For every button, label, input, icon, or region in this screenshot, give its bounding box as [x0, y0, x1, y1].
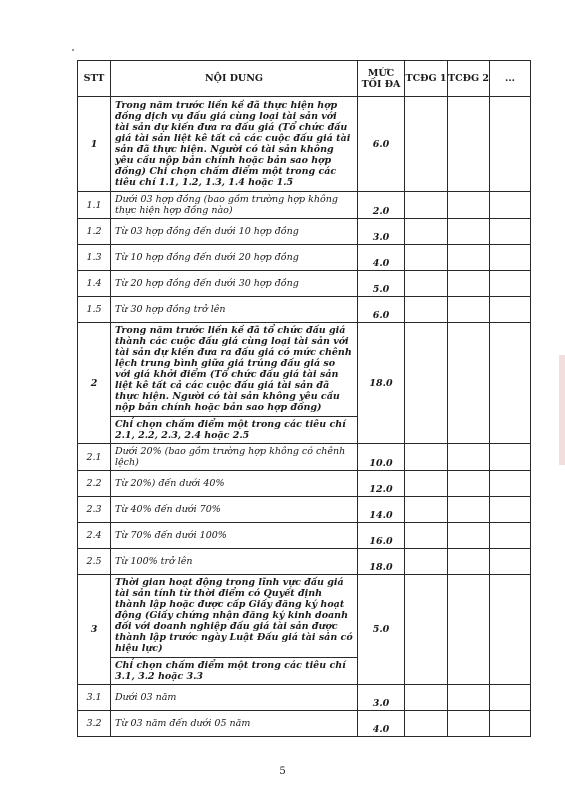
row-stt: 2.2: [78, 471, 111, 497]
row-content: Từ 30 hợp đồng trở lên: [111, 297, 358, 323]
criteria-2-cell: [448, 497, 490, 523]
row-stt: 1.2: [78, 219, 111, 245]
table-row: [78, 97, 531, 192]
row-content-text: Trong năm trước liền kề đã tổ chức đấu giá thành các cuộc đấu giá cùng loại tài sản với tài sản dự kiến đưa ra đấu giá có mức chênh lệch trung bình giữa giá trúng đấu giá so với giá khởi điểm (Tổ chức đấu giá tài sản liệt kê tất cả các cuộc đấu giá tài sản đã thực hiện. Người có tài sản không yêu cầu nộp bản chính hoặc bản sao hợp đồng): [115, 325, 352, 413]
criteria-1-cell: [405, 97, 448, 192]
criteria-1-cell: [405, 297, 448, 323]
scan-speck: [72, 49, 74, 51]
row-max-score: 3.0: [358, 685, 405, 711]
more-cell: [490, 685, 531, 711]
row-content: Từ 70% đến dưới 100%: [111, 523, 358, 549]
table-row: [78, 471, 531, 497]
header-max-score: MỨC TỐI ĐA: [358, 61, 405, 97]
row-content: Dưới 03 hợp đồng (bao gồm trường hợp không thực hiện hợp đồng nào): [111, 192, 358, 219]
header-criteria-2: TCĐG 2: [448, 61, 490, 97]
criteria-2-cell: [448, 444, 490, 471]
criteria-1-cell: [405, 497, 448, 523]
more-cell: [490, 549, 531, 575]
criteria-2-cell: [448, 549, 490, 575]
more-cell: [490, 711, 531, 737]
table-row: [78, 523, 531, 549]
criteria-2-cell: [448, 575, 490, 685]
more-cell: [490, 192, 531, 219]
header-content: NỘI DUNG: [111, 61, 358, 97]
row-stt: 1.3: [78, 245, 111, 271]
criteria-1-cell: [405, 575, 448, 685]
criteria-2-cell: [448, 523, 490, 549]
table-row: [78, 497, 531, 523]
row-stt: 2.3: [78, 497, 111, 523]
row-max-score: 12.0: [358, 471, 405, 497]
more-cell: [490, 97, 531, 192]
row-max-score: 14.0: [358, 497, 405, 523]
row-content: [111, 323, 358, 444]
table-row: [78, 219, 531, 245]
criteria-2-cell: [448, 323, 490, 444]
table-row: [78, 711, 531, 737]
row-stt: 2.1: [78, 444, 111, 471]
criteria-1-cell: [405, 323, 448, 444]
table-header-row: [78, 61, 531, 97]
page-edge-bleed: [559, 355, 565, 465]
row-max-score: 3.0: [358, 219, 405, 245]
row-stt: 1: [78, 97, 111, 192]
row-content-text: Thời gian hoạt động trong lĩnh vực đấu giá tài sản tính từ thời điểm có Quyết định thành lập hoặc được cấp Giấy đăng ký hoạt động (Giấy chứng nhận đăng ký kinh doanh đối với doanh nghiệp đấu giá tài sản được thành lập trước ngày Luật Đấu giá tài sản có hiệu lực): [115, 577, 353, 654]
table-row: [78, 297, 531, 323]
more-cell: [490, 245, 531, 271]
row-stt: 3.2: [78, 711, 111, 737]
more-cell: [490, 575, 531, 685]
criteria-2-cell: [448, 685, 490, 711]
row-content: Từ 03 năm đến dưới 05 năm: [111, 711, 358, 737]
row-max-score: 5.0: [358, 271, 405, 297]
criteria-1-cell: [405, 685, 448, 711]
more-cell: [490, 471, 531, 497]
row-stt: 2.5: [78, 549, 111, 575]
row-max-score: 10.0: [358, 444, 405, 471]
criteria-2-cell: [448, 192, 490, 219]
row-stt: 3.1: [78, 685, 111, 711]
table-row: [78, 323, 531, 444]
row-content: Dưới 20% (bao gồm trường hợp không có chênh lệch): [111, 444, 358, 471]
more-cell: [490, 523, 531, 549]
criteria-2-cell: [448, 219, 490, 245]
scoring-table: [77, 60, 531, 737]
criteria-1-cell: [405, 192, 448, 219]
criteria-2-cell: [448, 711, 490, 737]
row-content: Từ 40% đến dưới 70%: [111, 497, 358, 523]
table-row: [78, 245, 531, 271]
table-row: [78, 575, 531, 685]
more-cell: [490, 219, 531, 245]
row-stt: 3: [78, 575, 111, 685]
criteria-2-cell: [448, 245, 490, 271]
row-content: Từ 03 hợp đồng đến dưới 10 hợp đồng: [111, 219, 358, 245]
criteria-1-cell: [405, 271, 448, 297]
row-note: Chỉ chọn chấm điểm một trong các tiêu chí 2.1, 2.2, 2.3, 2.4 hoặc 2.5: [111, 416, 357, 443]
criteria-1-cell: [405, 549, 448, 575]
table-row: [78, 549, 531, 575]
row-max-score: 4.0: [358, 245, 405, 271]
row-stt: 2.4: [78, 523, 111, 549]
criteria-1-cell: [405, 711, 448, 737]
row-stt: 1.5: [78, 297, 111, 323]
row-note: Chỉ chọn chấm điểm một trong các tiêu chí 3.1, 3.2 hoặc 3.3: [111, 657, 357, 684]
more-cell: [490, 497, 531, 523]
row-max-score: 5.0: [358, 575, 405, 685]
row-content: Từ 100% trở lên: [111, 549, 358, 575]
row-content: Dưới 03 năm: [111, 685, 358, 711]
row-content: Từ 10 hợp đồng đến dưới 20 hợp đồng: [111, 245, 358, 271]
row-max-score: 6.0: [358, 297, 405, 323]
criteria-1-cell: [405, 523, 448, 549]
more-cell: [490, 271, 531, 297]
row-content: Trong năm trước liền kề đã thực hiện hợp đồng dịch vụ đấu giá cùng loại tài sản với tài sản dự kiến đưa ra đấu giá (Tổ chức đấu giá tài sản liệt kê tất cả các cuộc đấu giá tài sản đã thực hiện. Người có tài sản không yêu cầu nộp bản chính hoặc bản sao hợp đồng) Chỉ chọn chấm điểm một trong các tiêu chí 1.1, 1.2, 1.3, 1.4 hoặc 1.5: [111, 97, 358, 192]
table-row: [78, 192, 531, 219]
criteria-1-cell: [405, 444, 448, 471]
table-row: [78, 444, 531, 471]
more-cell: [490, 297, 531, 323]
page-number: 5: [279, 766, 286, 777]
header-criteria-1: TCĐG 1: [405, 61, 448, 97]
row-max-score: 16.0: [358, 523, 405, 549]
criteria-1-cell: [405, 471, 448, 497]
header-more: ...: [490, 61, 531, 97]
criteria-2-cell: [448, 297, 490, 323]
row-max-score: 6.0: [358, 97, 405, 192]
criteria-1-cell: [405, 219, 448, 245]
table-row: [78, 271, 531, 297]
row-max-score: 18.0: [358, 323, 405, 444]
criteria-2-cell: [448, 97, 490, 192]
row-stt: 2: [78, 323, 111, 444]
header-stt: STT: [78, 61, 111, 97]
row-max-score: 4.0: [358, 711, 405, 737]
row-content: Từ 20%) đến dưới 40%: [111, 471, 358, 497]
row-stt: 1.4: [78, 271, 111, 297]
criteria-2-cell: [448, 471, 490, 497]
table-row: [78, 685, 531, 711]
row-content: [111, 575, 358, 685]
criteria-2-cell: [448, 271, 490, 297]
more-cell: [490, 323, 531, 444]
row-max-score: 18.0: [358, 549, 405, 575]
row-content: Từ 20 hợp đồng đến dưới 30 hợp đồng: [111, 271, 358, 297]
row-max-score: 2.0: [358, 192, 405, 219]
more-cell: [490, 444, 531, 471]
criteria-1-cell: [405, 245, 448, 271]
row-stt: 1.1: [78, 192, 111, 219]
